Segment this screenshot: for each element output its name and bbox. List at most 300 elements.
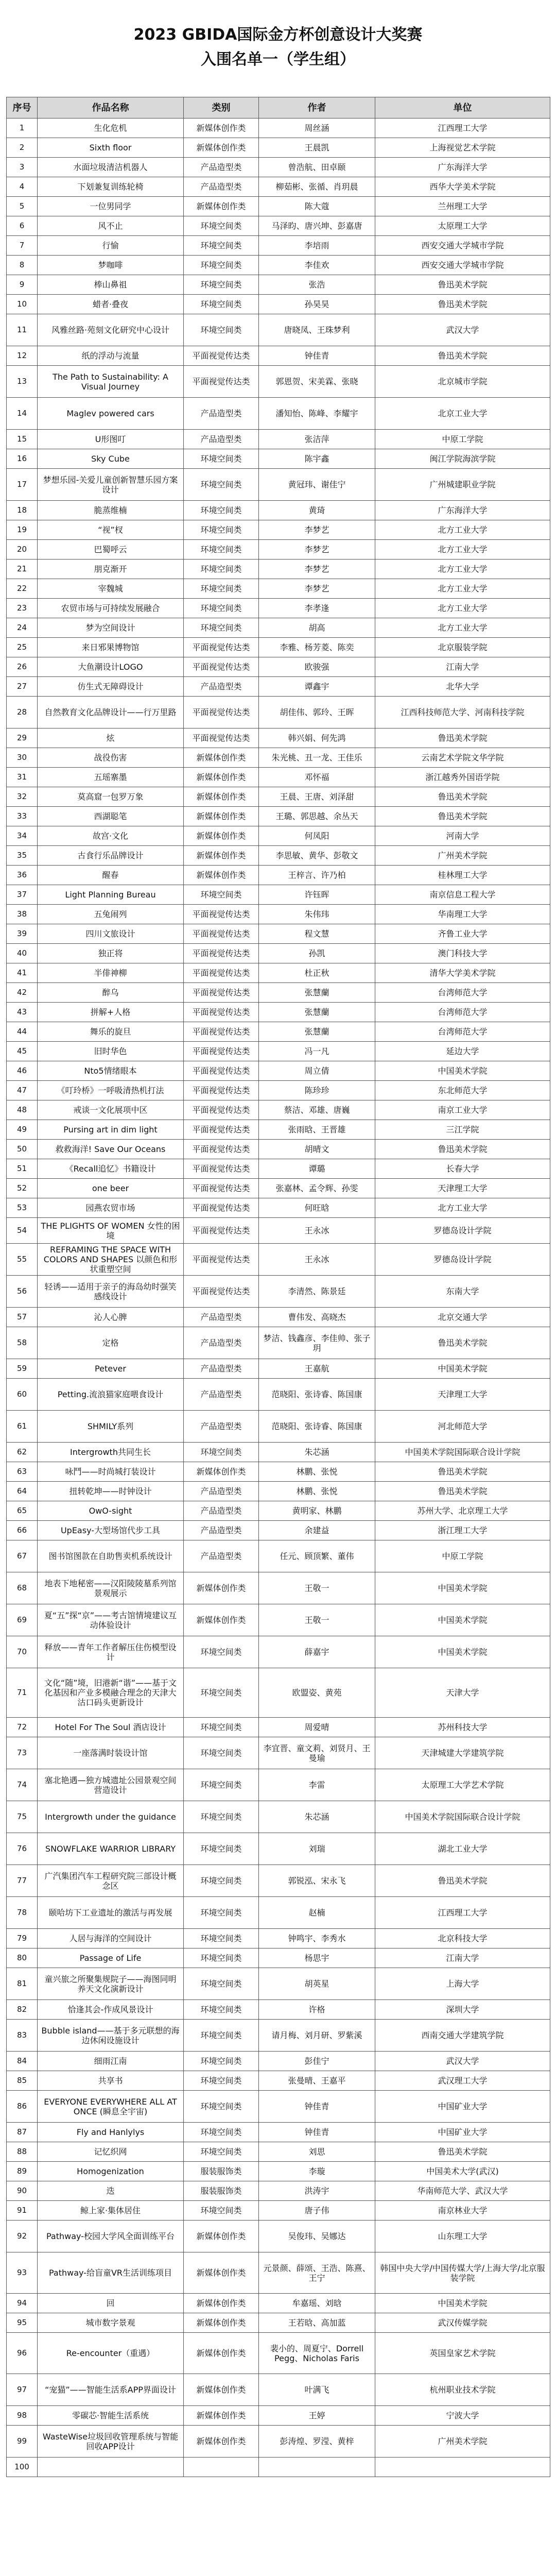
cell-row-number: 88 — [7, 2142, 38, 2162]
cell-category: 平面视觉传达类 — [184, 1081, 259, 1100]
cell-work-name: 一位男同学 — [38, 197, 184, 216]
cell-row-number: 31 — [7, 768, 38, 787]
cell-row-number: 25 — [7, 638, 38, 657]
cell-work-name: Hotel For The Soul 酒店设计 — [38, 1718, 184, 1737]
cell-unit: 西南交通大学建筑学院 — [375, 2020, 550, 2052]
cell-category: 服装服饰类 — [184, 2162, 259, 2181]
cell-unit: 澳门科技大学 — [375, 944, 550, 963]
cell-author: 李清然、陈景廷 — [259, 1276, 375, 1308]
cell-row-number: 75 — [7, 1801, 38, 1833]
cell-row-number: 19 — [7, 520, 38, 540]
table-row — [7, 2123, 550, 2142]
cell-unit: 北方工业大学 — [375, 540, 550, 560]
cell-unit: 中国美术学院国际联合设计学院 — [375, 1801, 550, 1833]
cell-row-number: 21 — [7, 560, 38, 579]
cell-row-number: 99 — [7, 2426, 38, 2458]
cell-author: 钟佳青 — [259, 2123, 375, 2142]
cell-category: 新媒体创作类 — [184, 2406, 259, 2426]
cell-unit: 上海大学 — [375, 1968, 550, 2000]
cell-category: 产品造型类 — [184, 1411, 259, 1443]
cell-row-number: 7 — [7, 236, 38, 256]
cell-unit: 桂林理工大学 — [375, 866, 550, 885]
cell-unit: 东北师范大学 — [375, 1081, 550, 1100]
cell-unit: 中国美术学院 — [375, 1061, 550, 1081]
cell-row-number: 64 — [7, 1482, 38, 1501]
cell-row-number: 10 — [7, 295, 38, 314]
cell-author: 王璐、郭思越、余丛天 — [259, 807, 375, 826]
cell-unit: 西华大学美术学院 — [375, 177, 550, 197]
cell-unit: 江南大学 — [375, 657, 550, 677]
cell-unit: 江南大学 — [375, 1948, 550, 1968]
cell-author: 周丝涵 — [259, 118, 375, 138]
cell-unit: 鲁迅美术学院 — [375, 1865, 550, 1897]
cell-author: 杜正秋 — [259, 963, 375, 983]
cell-unit: 天津大学 — [375, 1668, 550, 1718]
cell-work-name: 大鱼潮设计LOGO — [38, 657, 184, 677]
cell-category: 新媒体创作类 — [184, 768, 259, 787]
cell-author: 欧骏强 — [259, 657, 375, 677]
cell-category: 产品造型类 — [184, 1327, 259, 1359]
cell-category: 平面视觉传达类 — [184, 1179, 259, 1198]
table-row — [7, 1769, 550, 1801]
cell-row-number: 86 — [7, 2091, 38, 2123]
cell-author: 王永冰 — [259, 1244, 375, 1276]
cell-category: 平面视觉传达类 — [184, 1276, 259, 1308]
table-row — [7, 1022, 550, 1042]
cell-category: 环境空间类 — [184, 540, 259, 560]
cell-row-number: 73 — [7, 1737, 38, 1769]
cell-row-number: 59 — [7, 1359, 38, 1379]
cell-author: 元景颜、薛颂、王浩、陈熹、王宁 — [259, 2252, 375, 2294]
table-row — [7, 197, 550, 216]
cell-author: 任元、顾顶繁、董伟 — [259, 1540, 375, 1572]
cell-unit: 闽江学院海滨学院 — [375, 449, 550, 469]
table-row — [7, 983, 550, 1003]
table-row — [7, 1276, 550, 1308]
cell-author: 王婷 — [259, 2406, 375, 2426]
table-body — [7, 118, 550, 2477]
table-row — [7, 1482, 550, 1501]
cell-work-name: Pathway-校园大学风全面训练平台 — [38, 2221, 184, 2252]
cell-category: 新媒体创作类 — [184, 1462, 259, 1482]
column-header-category: 类别 — [184, 97, 259, 118]
cell-category: 产品造型类 — [184, 1359, 259, 1379]
cell-unit: 天津城建大学建筑学院 — [375, 1737, 550, 1769]
cell-work-name: Petting.流浪猫家庭喂食设计 — [38, 1379, 184, 1411]
cell-unit: 云南艺术学院文华学院 — [375, 748, 550, 768]
cell-category: 新媒体创作类 — [184, 2294, 259, 2313]
table-row — [7, 1198, 550, 1218]
cell-work-name: 纸的浮动与流量 — [38, 346, 184, 366]
cell-category: 环境空间类 — [184, 2071, 259, 2091]
cell-row-number: 35 — [7, 846, 38, 866]
cell-category: 环境空间类 — [184, 501, 259, 520]
cell-author: 李雅、杨芳菱、陈奕 — [259, 638, 375, 657]
cell-category: 新媒体创作类 — [184, 866, 259, 885]
cell-row-number: 63 — [7, 1462, 38, 1482]
shortlist-table — [6, 97, 550, 2477]
cell-author: 胡英星 — [259, 1968, 375, 2000]
cell-row-number: 83 — [7, 2020, 38, 2052]
cell-author: 郭恩贺、宋美霖、张晓 — [259, 366, 375, 398]
cell-category: 环境空间类 — [184, 2123, 259, 2142]
cell-author: 李思敏、黄华、彭敬文 — [259, 846, 375, 866]
cell-author: 钟鸣宇、李秀水 — [259, 1929, 375, 1948]
cell-work-name: 恰逢其会-作成风景设计 — [38, 2000, 184, 2020]
cell-row-number: 23 — [7, 599, 38, 618]
cell-work-name: 一座落满时装设计馆 — [38, 1737, 184, 1769]
cell-work-name: 农贸市场与可持续发展融合 — [38, 599, 184, 618]
cell-unit: 北京交通大学 — [375, 1308, 550, 1327]
cell-unit: 罗德岛设计学院 — [375, 1244, 550, 1276]
cell-unit: 中国矿业大学 — [375, 2091, 550, 2123]
table-row — [7, 1521, 550, 1540]
cell-author: 刘思 — [259, 2142, 375, 2162]
table-row — [7, 807, 550, 826]
table-row — [7, 638, 550, 657]
cell-author: 李璇 — [259, 2162, 375, 2181]
cell-unit: 兰州理工大学 — [375, 197, 550, 216]
cell-work-name: 童兴旅之所聚集规院子——海图同明养天文化演新设计 — [38, 1968, 184, 2000]
cell-unit: 中国美术学院 — [375, 1636, 550, 1668]
cell-row-number: 27 — [7, 677, 38, 697]
cell-work-name: 城市数字景观 — [38, 2313, 184, 2333]
cell-unit: 中原工学院 — [375, 1540, 550, 1572]
table-row — [7, 2020, 550, 2052]
cell-row-number: 12 — [7, 346, 38, 366]
cell-work-name: 塞北艳遇—独方城遗址公园景观空间营造设计 — [38, 1769, 184, 1801]
cell-work-name: Bubble island——基于多元联想的海边休闲设施设计 — [38, 2020, 184, 2052]
cell-work-name: OwO-sight — [38, 1501, 184, 1521]
cell-work-name: 仿生式无障碍设计 — [38, 677, 184, 697]
cell-author: 张洁萍 — [259, 430, 375, 449]
cell-unit: 华南理工大学 — [375, 905, 550, 924]
cell-category — [184, 2458, 259, 2477]
cell-row-number: 42 — [7, 983, 38, 1003]
cell-author: 胡佳伟、郭玲、王晖 — [259, 697, 375, 728]
table-row — [7, 138, 550, 158]
cell-unit: 北方工业大学 — [375, 560, 550, 579]
table-row — [7, 1540, 550, 1572]
cell-category: 产品造型类 — [184, 1501, 259, 1521]
cell-category: 环境空间类 — [184, 1968, 259, 2000]
table-row — [7, 2221, 550, 2252]
cell-author: 许钰晖 — [259, 885, 375, 905]
cell-row-number: 70 — [7, 1636, 38, 1668]
cell-author: 洪涛宇 — [259, 2181, 375, 2201]
cell-category: 平面视觉传达类 — [184, 983, 259, 1003]
cell-row-number: 80 — [7, 1948, 38, 1968]
table-row — [7, 1003, 550, 1022]
table-row — [7, 469, 550, 501]
cell-work-name: 舞乐的旋旦 — [38, 1022, 184, 1042]
table-row — [7, 697, 550, 728]
cell-unit: 天津理工大学 — [375, 1179, 550, 1198]
cell-category: 产品造型类 — [184, 430, 259, 449]
table-header-row — [7, 97, 550, 118]
cell-author: 冯一凡 — [259, 1042, 375, 1061]
cell-category: 环境空间类 — [184, 2201, 259, 2221]
cell-unit: 台湾师范大学 — [375, 1022, 550, 1042]
cell-author: 李梦艺 — [259, 540, 375, 560]
cell-unit: 广东海洋大学 — [375, 501, 550, 520]
table-wrapper — [0, 97, 556, 2477]
cell-work-name: 广汽集团汽车工程研究院三部设计概念区 — [38, 1865, 184, 1897]
cell-work-name: 拼解+人格 — [38, 1003, 184, 1022]
cell-work-name: “宠猫”——智能生活系APP界面设计 — [38, 2374, 184, 2406]
cell-unit: 北方工业大学 — [375, 520, 550, 540]
table-row — [7, 1968, 550, 2000]
cell-row-number: 16 — [7, 449, 38, 469]
cell-category: 环境空间类 — [184, 1833, 259, 1865]
cell-row-number: 53 — [7, 1198, 38, 1218]
cell-category: 新媒体创作类 — [184, 2221, 259, 2252]
cell-work-name: 朋克渐开 — [38, 560, 184, 579]
cell-unit: 太原理工大学艺术学院 — [375, 1769, 550, 1801]
table-row — [7, 1359, 550, 1379]
cell-category: 环境空间类 — [184, 1801, 259, 1833]
cell-work-name: 旧时华色 — [38, 1042, 184, 1061]
cell-category: 新媒体创作类 — [184, 197, 259, 216]
cell-author: 梦洁、钱鑫彦、李佳帅、张子玥 — [259, 1327, 375, 1359]
cell-unit: 鲁迅美术学院 — [375, 1327, 550, 1359]
cell-unit: 山东理工大学 — [375, 2221, 550, 2252]
cell-unit: 浙江越秀外国语学院 — [375, 768, 550, 787]
cell-category: 产品造型类 — [184, 1379, 259, 1411]
cell-row-number: 30 — [7, 748, 38, 768]
table-row — [7, 216, 550, 236]
table-row — [7, 768, 550, 787]
cell-author: 彭涛煌、罗滢、黄梓 — [259, 2426, 375, 2458]
cell-work-name: REFRAMING THE SPACE WITH COLORS AND SHAPES 以颜色和形状重塑空间 — [38, 1244, 184, 1276]
cell-work-name: Intergrowth under the guidance — [38, 1801, 184, 1833]
cell-row-number: 4 — [7, 177, 38, 197]
table-row — [7, 1718, 550, 1737]
cell-category: 产品造型类 — [184, 177, 259, 197]
cell-row-number: 37 — [7, 885, 38, 905]
cell-author: 王梓言、许乃柏 — [259, 866, 375, 885]
cell-author: 程文慧 — [259, 924, 375, 944]
table-row — [7, 520, 550, 540]
cell-unit: 西安交通大学城市学院 — [375, 236, 550, 256]
cell-author: 林鹏、张悦 — [259, 1482, 375, 1501]
cell-work-name: 行愉 — [38, 236, 184, 256]
cell-unit: 北方工业大学 — [375, 1198, 550, 1218]
cell-author: 林鹏、张悦 — [259, 1462, 375, 1482]
cell-unit: 南京工业大学 — [375, 1100, 550, 1120]
cell-unit: 杭州职业技术学院 — [375, 2374, 550, 2406]
cell-row-number: 41 — [7, 963, 38, 983]
cell-work-name: 梦想乐园-关爱儿童创新智慧乐园方案设计 — [38, 469, 184, 501]
cell-row-number: 62 — [7, 1443, 38, 1462]
cell-row-number: 65 — [7, 1501, 38, 1521]
cell-category: 新媒体创作类 — [184, 2426, 259, 2458]
cell-author: 钟佳青 — [259, 2091, 375, 2123]
cell-row-number: 92 — [7, 2221, 38, 2252]
cell-author: 王永冰 — [259, 1218, 375, 1244]
cell-row-number: 45 — [7, 1042, 38, 1061]
cell-unit: 江西科技师范大学、河南科技学院 — [375, 697, 550, 728]
cell-work-name: 文化“随”境，旧港新“谐”——基于文化基因和产业多模融合理念的天津大沽口码头更新设计 — [38, 1668, 184, 1718]
cell-row-number: 26 — [7, 657, 38, 677]
cell-unit: 中国美术学院 — [375, 1572, 550, 1604]
cell-row-number: 97 — [7, 2374, 38, 2406]
cell-unit: 北方工业大学 — [375, 579, 550, 599]
cell-row-number: 32 — [7, 787, 38, 807]
cell-category: 平面视觉传达类 — [184, 905, 259, 924]
table-row — [7, 2162, 550, 2181]
cell-row-number: 49 — [7, 1120, 38, 1140]
cell-unit: 苏州大学、北京理工大学 — [375, 1501, 550, 1521]
cell-work-name: Fly and Hanlylys — [38, 2123, 184, 2142]
cell-author: 李雷 — [259, 1769, 375, 1801]
table-row — [7, 1081, 550, 1100]
cell-category: 平面视觉传达类 — [184, 963, 259, 983]
table-row — [7, 885, 550, 905]
cell-author: 何凤阳 — [259, 826, 375, 846]
cell-author: 王敬一 — [259, 1604, 375, 1636]
cell-work-name — [38, 2458, 184, 2477]
cell-author: 李宜晋、童文莉、刘贤月、王曼瑜 — [259, 1737, 375, 1769]
cell-author: 谭鑫宇 — [259, 677, 375, 697]
cell-row-number: 79 — [7, 1929, 38, 1948]
cell-category: 产品造型类 — [184, 1482, 259, 1501]
cell-work-name: Sixth floor — [38, 138, 184, 158]
cell-work-name: 故宫·文化 — [38, 826, 184, 846]
cell-author: 李佳欢 — [259, 256, 375, 275]
cell-unit: 中国矿业大学 — [375, 2123, 550, 2142]
cell-work-name: Petever — [38, 1359, 184, 1379]
cell-category: 环境空间类 — [184, 469, 259, 501]
cell-category: 环境空间类 — [184, 275, 259, 295]
table-row — [7, 1061, 550, 1081]
cell-unit: 苏州科技大学 — [375, 1718, 550, 1737]
cell-work-name: 夏“五”探“京”——考古馆情境建议互动体验设计 — [38, 1604, 184, 1636]
cell-author: 邓怀福 — [259, 768, 375, 787]
cell-author: 孙昊昊 — [259, 295, 375, 314]
cell-author: 唐子伟 — [259, 2201, 375, 2221]
table-row — [7, 866, 550, 885]
cell-unit: 深圳大学 — [375, 2000, 550, 2020]
cell-row-number: 13 — [7, 366, 38, 398]
cell-unit: 齐鲁工业大学 — [375, 924, 550, 944]
cell-author: 赵楠 — [259, 1897, 375, 1929]
cell-author: 张嘉林、孟令辉、孙雯 — [259, 1179, 375, 1198]
cell-category: 环境空间类 — [184, 1737, 259, 1769]
cell-row-number: 39 — [7, 924, 38, 944]
table-row — [7, 2181, 550, 2201]
cell-work-name: THE PLIGHTS OF WOMEN 女性的困境 — [38, 1218, 184, 1244]
cell-author: 刘瑞 — [259, 1833, 375, 1865]
cell-row-number: 43 — [7, 1003, 38, 1022]
cell-work-name: 《Recall追忆》书籍设计 — [38, 1159, 184, 1179]
cell-category: 环境空间类 — [184, 1668, 259, 1718]
cell-unit: 湖北工业大学 — [375, 1833, 550, 1865]
cell-category: 环境空间类 — [184, 2020, 259, 2052]
cell-work-name: 戒谈一文化展项中区 — [38, 1100, 184, 1120]
cell-category: 平面视觉传达类 — [184, 657, 259, 677]
table-row — [7, 728, 550, 748]
table-row — [7, 2201, 550, 2221]
cell-unit: 鲁迅美术学院 — [375, 807, 550, 826]
cell-row-number: 36 — [7, 866, 38, 885]
cell-row-number: 100 — [7, 2458, 38, 2477]
page-title: 2023 GBIDA国际金方杯创意设计大奖赛 — [133, 26, 423, 44]
cell-category: 环境空间类 — [184, 216, 259, 236]
cell-row-number: 2 — [7, 138, 38, 158]
table-row — [7, 905, 550, 924]
column-header-number: 序号 — [7, 97, 38, 118]
cell-unit: 鲁迅美术学院 — [375, 787, 550, 807]
cell-author: 胡晴文 — [259, 1140, 375, 1159]
cell-author: 李培雨 — [259, 236, 375, 256]
cell-unit: 北京科技大学 — [375, 1929, 550, 1948]
cell-author: 牟嘉瑶、刘晗 — [259, 2294, 375, 2313]
cell-author: 张慧蘭 — [259, 1022, 375, 1042]
cell-category: 环境空间类 — [184, 1443, 259, 1462]
cell-category: 环境空间类 — [184, 885, 259, 905]
cell-author: 曹伟发、高晓杰 — [259, 1308, 375, 1327]
cell-work-name: 五兔闹列 — [38, 905, 184, 924]
cell-row-number: 89 — [7, 2162, 38, 2181]
cell-row-number: 33 — [7, 807, 38, 826]
cell-category: 环境空间类 — [184, 1769, 259, 1801]
table-row — [7, 398, 550, 430]
table-row — [7, 963, 550, 983]
cell-work-name: 沁人心脾 — [38, 1308, 184, 1327]
table-row — [7, 2142, 550, 2162]
cell-work-name: 图书馆图款在自助售卖机系统设计 — [38, 1540, 184, 1572]
table-row — [7, 846, 550, 866]
cell-category: 产品造型类 — [184, 158, 259, 177]
cell-unit: 广州城建职业学院 — [375, 469, 550, 501]
cell-row-number: 76 — [7, 1833, 38, 1865]
cell-row-number: 52 — [7, 1179, 38, 1198]
cell-author: 王若晗、高加蓝 — [259, 2313, 375, 2333]
cell-unit: 北方工业大学 — [375, 599, 550, 618]
cell-row-number: 9 — [7, 275, 38, 295]
cell-work-name: Homogenization — [38, 2162, 184, 2181]
cell-row-number: 20 — [7, 540, 38, 560]
table-row — [7, 1042, 550, 1061]
table-row — [7, 1308, 550, 1327]
cell-category: 产品造型类 — [184, 1308, 259, 1327]
cell-author: 胡高 — [259, 618, 375, 638]
cell-author: 请月梅、刘月研、罗紫溪 — [259, 2020, 375, 2052]
cell-author: 朱伟玮 — [259, 905, 375, 924]
cell-unit: 中原工学院 — [375, 430, 550, 449]
cell-author: 王晨、王唐、刘泽甜 — [259, 787, 375, 807]
table-row — [7, 158, 550, 177]
table-row — [7, 1140, 550, 1159]
cell-unit: 北京城市学院 — [375, 366, 550, 398]
cell-row-number: 24 — [7, 618, 38, 638]
cell-author: 柳茹彬、张循、肖玥晨 — [259, 177, 375, 197]
cell-author: 张浩 — [259, 275, 375, 295]
cell-row-number: 51 — [7, 1159, 38, 1179]
cell-category: 环境空间类 — [184, 1897, 259, 1929]
cell-unit: 清华大学美术学院 — [375, 963, 550, 983]
table-row — [7, 1948, 550, 1968]
table-row — [7, 1501, 550, 1521]
cell-work-name: 零碳芯·智能生活系统 — [38, 2406, 184, 2426]
cell-category: 平面视觉传达类 — [184, 366, 259, 398]
cell-row-number: 48 — [7, 1100, 38, 1120]
table-row — [7, 2458, 550, 2477]
table-row — [7, 2091, 550, 2123]
cell-category: 平面视觉传达类 — [184, 1022, 259, 1042]
cell-work-name: 脆蒸维楠 — [38, 501, 184, 520]
